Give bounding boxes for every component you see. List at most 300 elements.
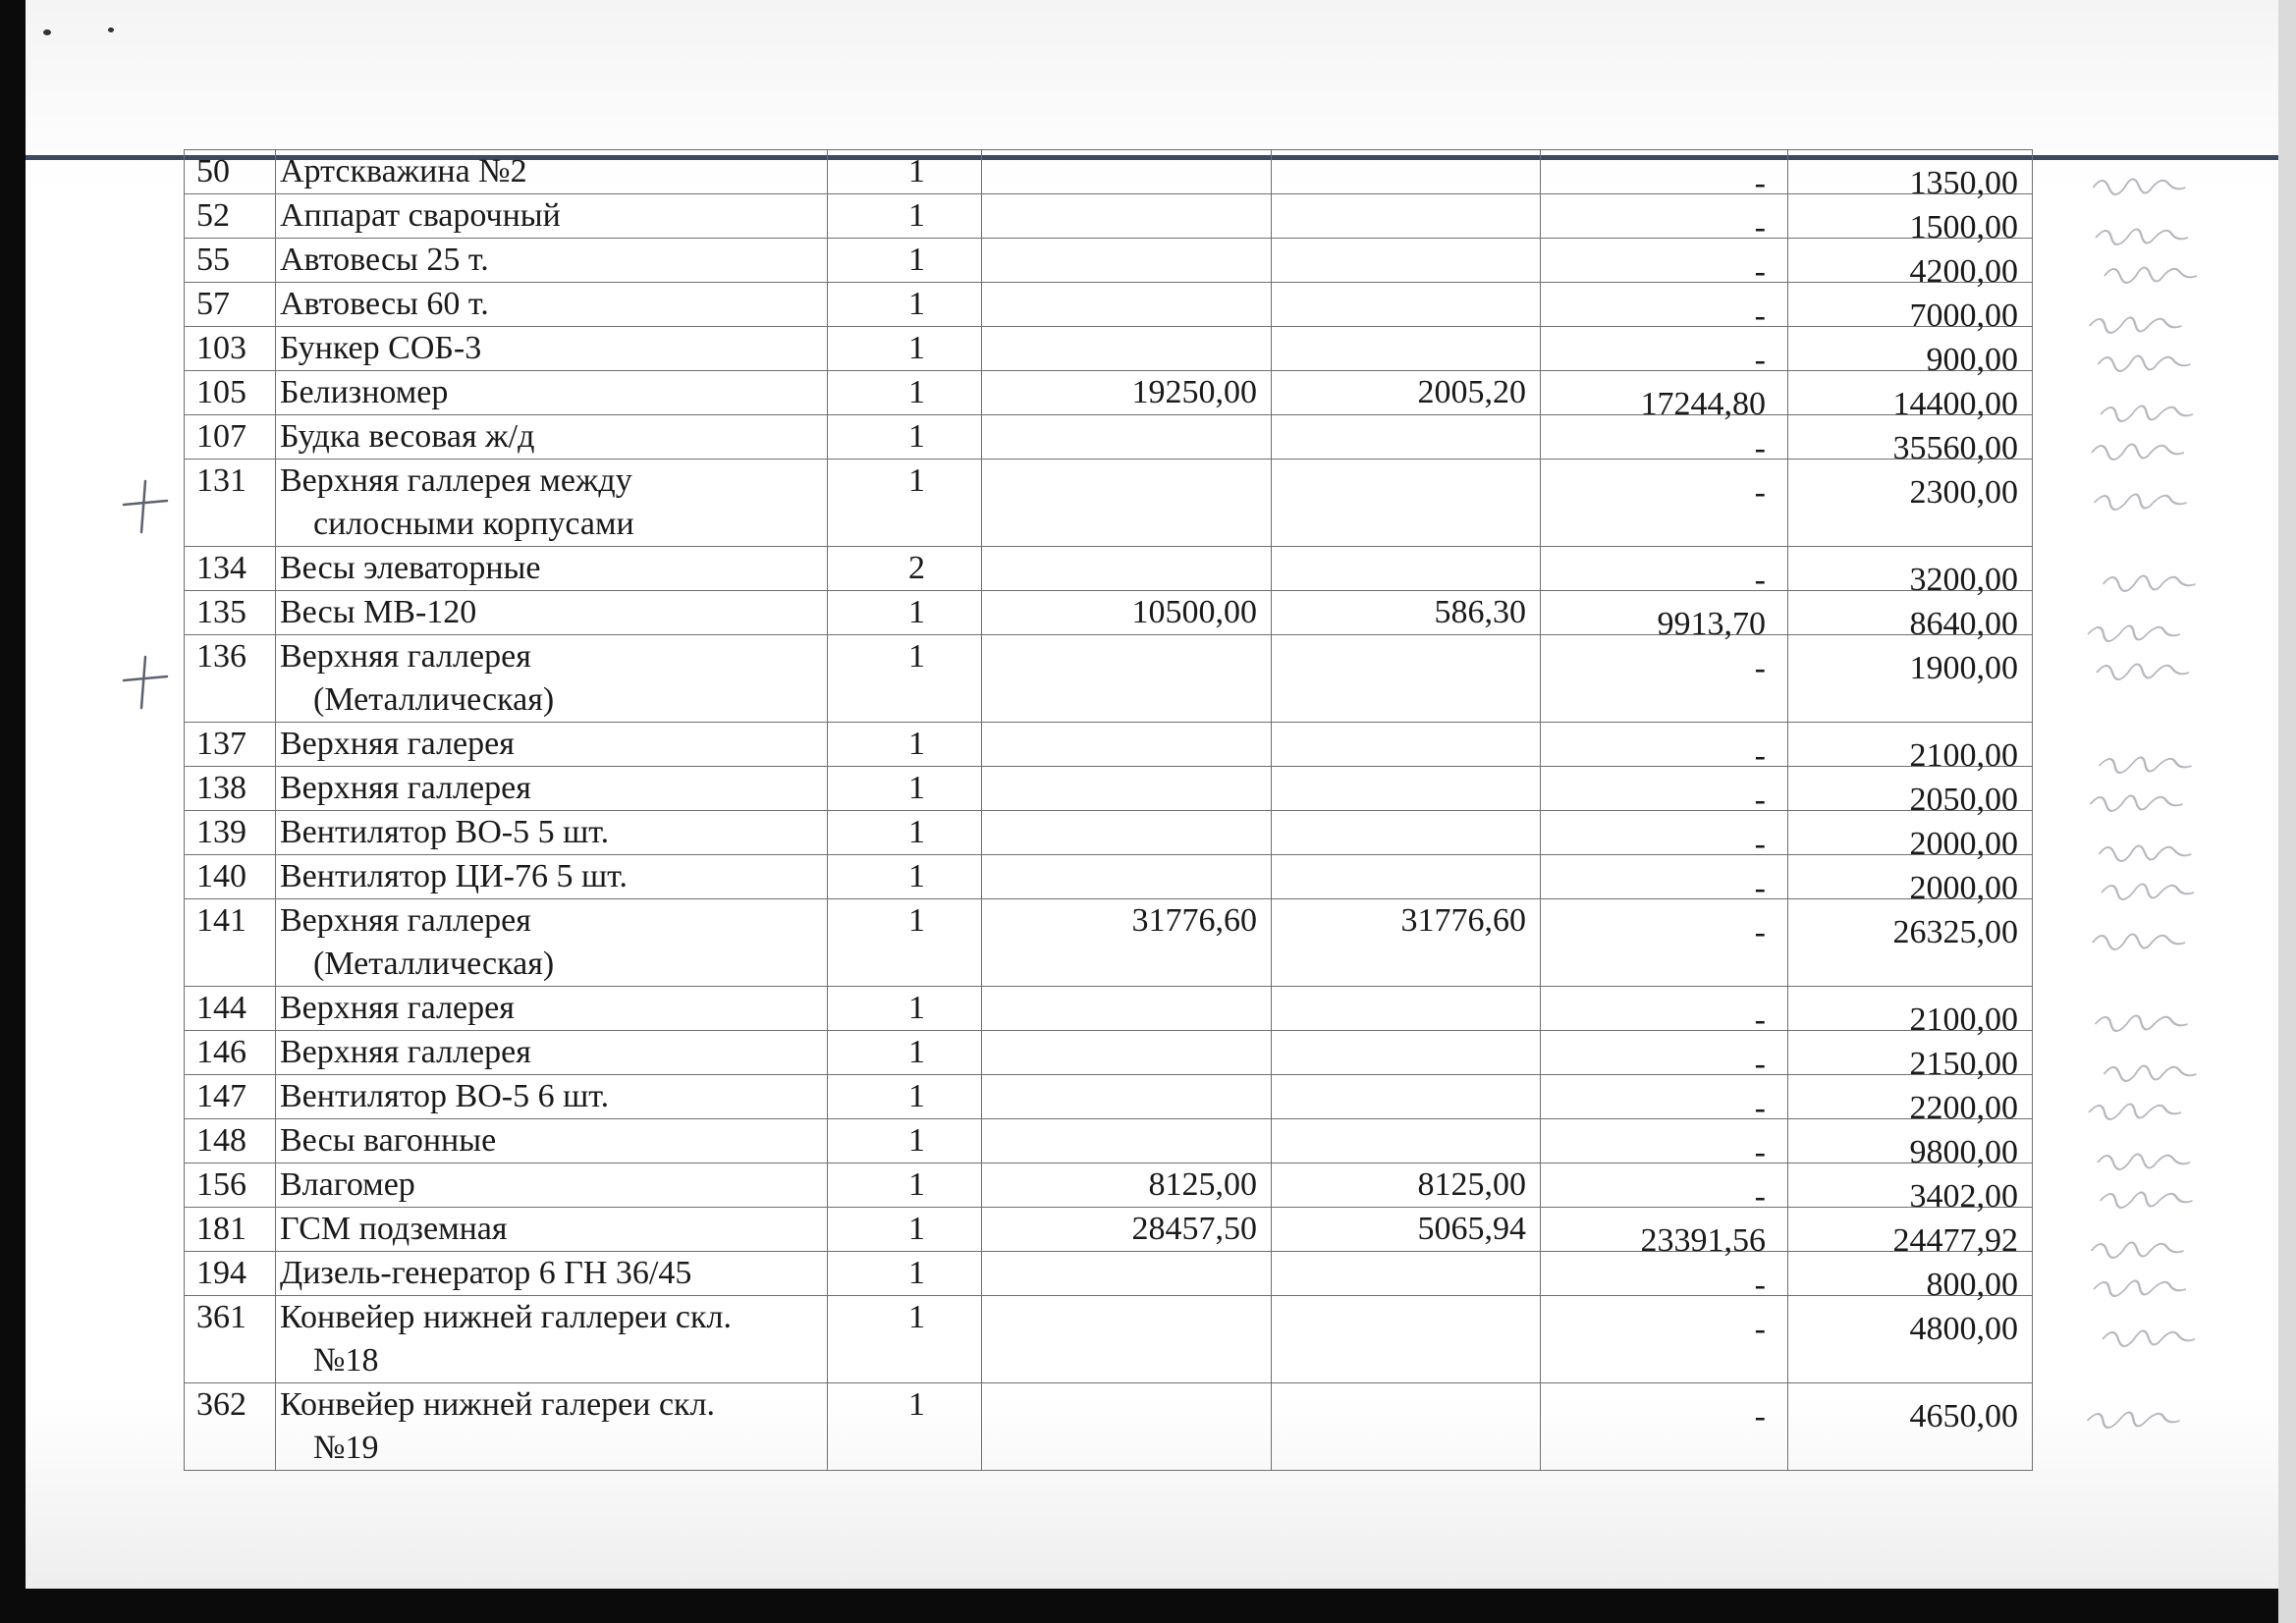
- residual-cost: -: [1754, 1398, 1766, 1434]
- depreciation: 2005,20: [1417, 374, 1526, 410]
- item-name: Влагомер: [280, 1166, 415, 1203]
- item-number: 156: [196, 1166, 246, 1203]
- item-quantity-cell: [828, 547, 982, 591]
- handwritten-inventory-note: [2104, 1314, 2280, 1353]
- item-number: 362: [196, 1386, 246, 1423]
- assessed-value: 2000,00: [1909, 826, 2018, 862]
- item-number: 137: [196, 726, 246, 762]
- assessed-value: 8640,00: [1909, 606, 2018, 642]
- item-quantity: 1: [908, 418, 925, 455]
- item-number: 361: [196, 1299, 246, 1335]
- item-quantity-cell: [828, 855, 982, 899]
- residual-cost: -: [1754, 782, 1766, 818]
- item-name: Бункер СОБ-3: [280, 330, 482, 366]
- item-name-cell: [276, 1252, 828, 1296]
- assessed-value: 1350,00: [1909, 165, 2018, 201]
- scan-edge-left: [0, 0, 26, 1623]
- initial-cost-cell: [982, 591, 1272, 635]
- item-number-cell: [185, 547, 276, 591]
- residual-cost-cell: [1541, 1031, 1788, 1082]
- item-quantity: 1: [908, 197, 925, 234]
- depreciation-cell: [1272, 1163, 1541, 1208]
- handwritten-inventory-note: [2092, 609, 2269, 648]
- item-name: ГСМ подземная: [280, 1211, 508, 1247]
- handwritten-inventory-note: [2104, 867, 2280, 906]
- table-row: [185, 460, 2033, 547]
- depreciation-cell: [1272, 1208, 1541, 1252]
- item-quantity: 1: [908, 462, 925, 499]
- depreciation-cell: [1272, 987, 1541, 1031]
- depreciation-cell: [1272, 899, 1541, 987]
- residual-cost: -: [1754, 253, 1766, 290]
- item-name-cell: [276, 1383, 828, 1471]
- table-row: [185, 547, 2033, 591]
- item-number-cell: [185, 415, 276, 460]
- item-quantity-cell: [828, 899, 982, 987]
- handwritten-inventory-note: [2092, 162, 2269, 201]
- initial-cost-cell: [982, 460, 1272, 547]
- item-number-cell: [185, 811, 276, 855]
- item-quantity: 1: [908, 1078, 925, 1114]
- residual-cost: -: [1754, 1267, 1766, 1303]
- item-name: Белизномер: [280, 374, 449, 410]
- depreciation: 5065,94: [1417, 1211, 1526, 1247]
- inventory-table: [184, 149, 2033, 1471]
- item-name: Будка весовая ж/д: [280, 418, 535, 455]
- item-number-cell: [185, 1383, 276, 1471]
- initial-cost-cell: [982, 1208, 1272, 1252]
- item-number: 52: [196, 197, 230, 234]
- handwritten-inventory-note: [2098, 829, 2274, 868]
- depreciation: 8125,00: [1417, 1166, 1526, 1203]
- assessed-value-cell: [1788, 460, 2033, 547]
- depreciation-cell: [1272, 811, 1541, 855]
- depreciation-cell: [1272, 635, 1541, 723]
- item-name: Весы вагонные: [280, 1122, 497, 1159]
- item-quantity: 2: [908, 550, 925, 586]
- item-number-cell: [185, 1208, 276, 1252]
- item-number: 50: [196, 153, 230, 189]
- residual-cost: -: [1754, 430, 1766, 466]
- assessed-value: 9800,00: [1909, 1134, 2018, 1170]
- item-quantity-cell: [828, 194, 982, 239]
- item-number: 138: [196, 770, 246, 806]
- assessed-value: 1500,00: [1909, 209, 2018, 245]
- assessed-value: 4650,00: [1909, 1398, 2018, 1434]
- handwritten-inventory-note: [2098, 477, 2274, 516]
- handwritten-inventory-note: [2098, 647, 2274, 686]
- handwritten-inventory-note: [2104, 389, 2280, 428]
- residual-cost: -: [1754, 870, 1766, 906]
- depreciation-cell: [1272, 415, 1541, 460]
- item-number: 107: [196, 418, 246, 455]
- item-number-cell: [185, 1296, 276, 1383]
- item-quantity-cell: [828, 1163, 982, 1208]
- residual-cost-cell: [1541, 150, 1788, 201]
- initial-cost-cell: [982, 415, 1272, 460]
- item-name: Конвейер нижней галлереи скл.: [280, 1299, 732, 1335]
- assessed-value: 2150,00: [1909, 1046, 2018, 1082]
- item-number: 141: [196, 902, 246, 939]
- handwritten-inventory-note: [2098, 339, 2274, 378]
- item-number-cell: [185, 283, 276, 327]
- handwritten-inventory-note: [2104, 559, 2280, 598]
- assessed-value-cell: [1788, 1383, 2033, 1471]
- item-name-cell: [276, 150, 828, 194]
- residual-cost-cell: [1541, 371, 1788, 422]
- item-quantity-cell: [828, 1208, 982, 1252]
- item-name-cell: [276, 635, 828, 723]
- item-quantity: 1: [908, 1255, 925, 1291]
- handwritten-inventory-note: [2092, 1225, 2269, 1265]
- item-name: Верхняя галлерея: [280, 1034, 531, 1070]
- assessed-value: 2300,00: [1909, 474, 2018, 511]
- residual-cost-cell: [1541, 460, 1788, 547]
- item-quantity: 1: [908, 902, 925, 939]
- initial-cost: 28457,50: [1131, 1211, 1257, 1247]
- item-name: Вентилятор ЦИ-76 5 шт.: [280, 858, 628, 894]
- depreciation-cell: [1272, 767, 1541, 811]
- item-quantity: 1: [908, 858, 925, 894]
- item-number: 194: [196, 1255, 246, 1291]
- item-quantity: 1: [908, 1122, 925, 1159]
- item-number-cell: [185, 1031, 276, 1075]
- item-number-cell: [185, 194, 276, 239]
- residual-cost-cell: [1541, 987, 1788, 1038]
- depreciation-cell: [1272, 1296, 1541, 1383]
- item-number-cell: [185, 1163, 276, 1208]
- table-row: [185, 1383, 2033, 1471]
- item-number: 136: [196, 638, 246, 675]
- item-name-cell: [276, 767, 828, 811]
- item-name-cell: [276, 239, 828, 283]
- item-number-cell: [185, 1075, 276, 1119]
- item-name: Весы элеваторные: [280, 550, 541, 586]
- residual-cost-cell: [1541, 239, 1788, 290]
- item-number-cell: [185, 855, 276, 899]
- residual-cost-cell: [1541, 194, 1788, 245]
- initial-cost-cell: [982, 1031, 1272, 1075]
- item-name-cell: [276, 1031, 828, 1075]
- item-name: Верхняя галлерея: [280, 638, 531, 675]
- item-name-line2: силосными корпусами: [313, 506, 634, 542]
- item-name: Верхняя галлерея: [280, 902, 531, 939]
- initial-cost-cell: [982, 1075, 1272, 1119]
- initial-cost-cell: [982, 987, 1272, 1031]
- residual-cost-cell: [1541, 591, 1788, 642]
- item-number-cell: [185, 327, 276, 371]
- item-quantity: 1: [908, 1386, 925, 1423]
- item-number: 105: [196, 374, 246, 410]
- item-quantity-cell: [828, 415, 982, 460]
- handwritten-inventory-note: [2098, 212, 2274, 251]
- item-name-cell: [276, 1119, 828, 1163]
- initial-cost: 19250,00: [1131, 374, 1257, 410]
- initial-cost-cell: [982, 327, 1272, 371]
- initial-cost-cell: [982, 1119, 1272, 1163]
- depreciation-cell: [1272, 327, 1541, 371]
- item-name-cell: [276, 987, 828, 1031]
- initial-cost-cell: [982, 855, 1272, 899]
- item-quantity: 1: [908, 374, 925, 410]
- depreciation-cell: [1272, 855, 1541, 899]
- residual-cost: 17244,80: [1640, 386, 1766, 422]
- item-name: Автовесы 25 т.: [280, 242, 489, 278]
- item-number: 147: [196, 1078, 246, 1114]
- item-name-cell: [276, 460, 828, 547]
- residual-cost-cell: [1541, 723, 1788, 774]
- item-quantity: 1: [908, 990, 925, 1026]
- item-quantity-cell: [828, 1031, 982, 1075]
- item-name: Верхняя галерея: [280, 990, 515, 1026]
- scan-edge-right: [2278, 0, 2296, 1623]
- item-quantity-cell: [828, 811, 982, 855]
- item-name: Верхняя галлерея: [280, 770, 531, 806]
- item-quantity: 1: [908, 770, 925, 806]
- residual-cost: -: [1754, 1178, 1766, 1215]
- assessed-value: 26325,00: [1892, 914, 2018, 950]
- depreciation-cell: [1272, 547, 1541, 591]
- item-number: 131: [196, 462, 246, 499]
- residual-cost: -: [1754, 1001, 1766, 1038]
- item-quantity-cell: [828, 150, 982, 194]
- item-name: Дизель-генератор 6 ГН 36/45: [280, 1255, 692, 1291]
- item-quantity-cell: [828, 591, 982, 635]
- initial-cost-cell: [982, 1383, 1272, 1471]
- residual-cost-cell: [1541, 1075, 1788, 1126]
- assessed-value-cell: [1788, 547, 2033, 598]
- item-number: 135: [196, 594, 246, 630]
- item-number: 139: [196, 814, 246, 850]
- residual-cost: -: [1754, 1090, 1766, 1126]
- item-number-cell: [185, 460, 276, 547]
- depreciation: 31776,60: [1400, 902, 1526, 939]
- residual-cost-cell: [1541, 855, 1788, 906]
- residual-cost-cell: [1541, 283, 1788, 334]
- item-number-cell: [185, 987, 276, 1031]
- item-name-cell: [276, 899, 828, 987]
- item-number-cell: [185, 899, 276, 987]
- assessed-value: 3402,00: [1909, 1178, 2018, 1215]
- item-name: Артскважина №2: [280, 153, 527, 189]
- assessed-value: 4200,00: [1909, 253, 2018, 290]
- depreciation-cell: [1272, 239, 1541, 283]
- depreciation-cell: [1272, 283, 1541, 327]
- initial-cost-cell: [982, 723, 1272, 767]
- handwritten-inventory-note: [2098, 999, 2274, 1038]
- item-quantity-cell: [828, 371, 982, 415]
- handwritten-inventory-note: [2104, 250, 2280, 290]
- item-number: 134: [196, 550, 246, 586]
- depreciation: 586,30: [1434, 594, 1526, 630]
- item-quantity: 1: [908, 594, 925, 630]
- item-quantity-cell: [828, 283, 982, 327]
- assessed-value-cell: [1788, 987, 2033, 1038]
- item-number-cell: [185, 635, 276, 723]
- depreciation-cell: [1272, 194, 1541, 239]
- handwritten-inventory-note: [2092, 779, 2269, 818]
- depreciation-cell: [1272, 1075, 1541, 1119]
- handwritten-inventory-note: [2092, 427, 2269, 466]
- initial-cost: 10500,00: [1131, 594, 1257, 630]
- table-row: [185, 635, 2033, 723]
- assessed-value: 800,00: [1926, 1267, 2018, 1303]
- scan-speck: [43, 29, 51, 35]
- residual-cost-cell: [1541, 1383, 1788, 1471]
- item-name-line2: (Металлическая): [313, 946, 555, 982]
- initial-cost-cell: [982, 1296, 1272, 1383]
- item-quantity: 1: [908, 814, 925, 850]
- residual-cost: -: [1754, 165, 1766, 201]
- initial-cost-cell: [982, 1163, 1272, 1208]
- assessed-value: 35560,00: [1892, 430, 2018, 466]
- handwritten-inventory-note: [2092, 1087, 2269, 1126]
- item-quantity: 1: [908, 638, 925, 675]
- item-quantity-cell: [828, 1075, 982, 1119]
- item-quantity-cell: [828, 327, 982, 371]
- assessed-value: 14400,00: [1892, 386, 2018, 422]
- item-quantity: 1: [908, 1211, 925, 1247]
- inventory-table-body: [185, 150, 2033, 1471]
- item-number-cell: [185, 1252, 276, 1296]
- item-name-cell: [276, 327, 828, 371]
- depreciation-cell: [1272, 723, 1541, 767]
- assessed-value: 2100,00: [1909, 1001, 2018, 1038]
- assessed-value: 900,00: [1926, 342, 2018, 378]
- table-row: [185, 150, 2033, 194]
- depreciation-cell: [1272, 1383, 1541, 1471]
- assessed-value-cell: [1788, 1296, 2033, 1383]
- item-quantity: 1: [908, 726, 925, 762]
- initial-cost: 8125,00: [1148, 1166, 1257, 1203]
- item-name: Аппарат сварочный: [280, 197, 561, 234]
- item-quantity: 1: [908, 330, 925, 366]
- item-quantity: 1: [908, 153, 925, 189]
- item-name-cell: [276, 283, 828, 327]
- residual-cost: -: [1754, 826, 1766, 862]
- residual-cost: -: [1754, 562, 1766, 598]
- residual-cost: -: [1754, 650, 1766, 686]
- assessed-value: 2100,00: [1909, 737, 2018, 774]
- item-name: Весы МВ-120: [280, 594, 477, 630]
- assessed-value-cell: [1788, 899, 2033, 987]
- item-name-cell: [276, 591, 828, 635]
- residual-cost: -: [1754, 342, 1766, 378]
- item-number-cell: [185, 723, 276, 767]
- table-row: [185, 987, 2033, 1031]
- item-quantity: 1: [908, 1166, 925, 1203]
- item-quantity-cell: [828, 460, 982, 547]
- item-quantity-cell: [828, 1119, 982, 1163]
- initial-cost-cell: [982, 899, 1272, 987]
- item-quantity-cell: [828, 1383, 982, 1471]
- handwritten-inventory-note: [2104, 1175, 2280, 1215]
- handwritten-inventory-note: [2098, 1137, 2274, 1176]
- depreciation-cell: [1272, 1119, 1541, 1163]
- assessed-value-cell: [1788, 150, 2033, 201]
- item-quantity: 1: [908, 242, 925, 278]
- initial-cost-cell: [982, 811, 1272, 855]
- handwritten-plus-mark: [116, 471, 175, 540]
- item-number: 148: [196, 1122, 246, 1159]
- item-number: 140: [196, 858, 246, 894]
- item-name: Верхняя галерея: [280, 726, 515, 762]
- residual-cost-cell: [1541, 767, 1788, 818]
- item-quantity: 1: [908, 286, 925, 322]
- initial-cost-cell: [982, 635, 1272, 723]
- residual-cost-cell: [1541, 899, 1788, 987]
- item-number-cell: [185, 239, 276, 283]
- residual-cost-cell: [1541, 1163, 1788, 1215]
- residual-cost: -: [1754, 737, 1766, 774]
- item-number: 146: [196, 1034, 246, 1070]
- initial-cost-cell: [982, 194, 1272, 239]
- item-number: 57: [196, 286, 230, 322]
- item-quantity-cell: [828, 723, 982, 767]
- item-name: Верхняя галлерея между: [280, 462, 632, 499]
- depreciation-cell: [1272, 1031, 1541, 1075]
- item-quantity-cell: [828, 635, 982, 723]
- residual-cost-cell: [1541, 811, 1788, 862]
- depreciation-cell: [1272, 460, 1541, 547]
- item-number: 55: [196, 242, 230, 278]
- depreciation-cell: [1272, 150, 1541, 194]
- initial-cost-cell: [982, 547, 1272, 591]
- item-name: Вентилятор ВО-5 5 шт.: [280, 814, 610, 850]
- item-name-cell: [276, 1163, 828, 1208]
- item-name-line2: №19: [313, 1430, 379, 1466]
- residual-cost: -: [1754, 1311, 1766, 1347]
- residual-cost: -: [1754, 1046, 1766, 1082]
- item-name-line2: №18: [313, 1342, 379, 1379]
- residual-cost-cell: [1541, 635, 1788, 723]
- item-name-cell: [276, 547, 828, 591]
- item-number: 103: [196, 330, 246, 366]
- handwritten-inventory-note: [2092, 917, 2269, 956]
- assessed-value: 2050,00: [1909, 782, 2018, 818]
- residual-cost: -: [1754, 474, 1766, 511]
- assessed-value: 7000,00: [1909, 298, 2018, 334]
- item-name: Конвейер нижней галереи скл.: [280, 1386, 716, 1423]
- assessed-value: 1900,00: [1909, 650, 2018, 686]
- scan-speck: [108, 27, 114, 32]
- item-name-cell: [276, 1296, 828, 1383]
- item-quantity-cell: [828, 239, 982, 283]
- initial-cost-cell: [982, 371, 1272, 415]
- assessed-value-cell: [1788, 723, 2033, 774]
- item-quantity-cell: [828, 987, 982, 1031]
- residual-cost: -: [1754, 1134, 1766, 1170]
- initial-cost-cell: [982, 283, 1272, 327]
- initial-cost-cell: [982, 1252, 1272, 1296]
- item-quantity-cell: [828, 1296, 982, 1383]
- item-name-line2: (Металлическая): [313, 681, 555, 718]
- item-name-cell: [276, 194, 828, 239]
- residual-cost-cell: [1541, 1119, 1788, 1170]
- assessed-value: 2200,00: [1909, 1090, 2018, 1126]
- item-number-cell: [185, 767, 276, 811]
- initial-cost-cell: [982, 767, 1272, 811]
- item-name-cell: [276, 723, 828, 767]
- item-name: Вентилятор ВО-5 6 шт.: [280, 1078, 610, 1114]
- residual-cost-cell: [1541, 547, 1788, 598]
- item-quantity-cell: [828, 1252, 982, 1296]
- item-name-cell: [276, 371, 828, 415]
- handwritten-inventory-note: [2092, 1395, 2269, 1434]
- residual-cost-cell: [1541, 1296, 1788, 1383]
- item-number-cell: [185, 1119, 276, 1163]
- residual-cost: -: [1754, 298, 1766, 334]
